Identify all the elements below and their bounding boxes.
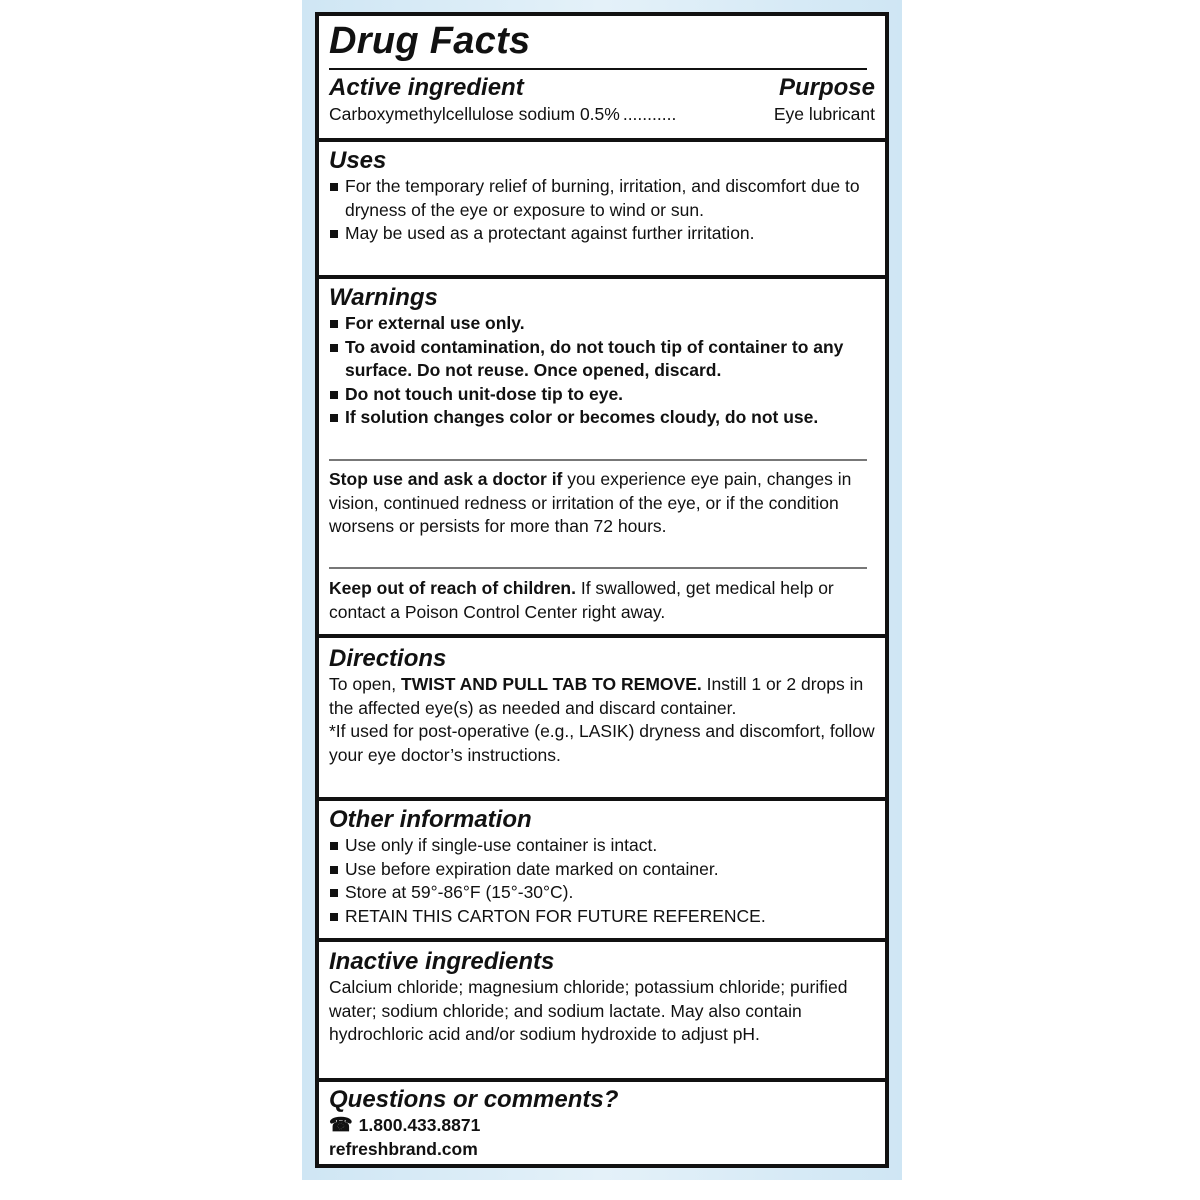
directions-open-text: Instill 1 or 2 drops in the affected eye(s) as needed and discard container.: [329, 674, 864, 718]
list-item: Do not touch unit-dose tip to eye.: [329, 383, 875, 407]
phone-row: [329, 1114, 875, 1138]
title-section: [319, 18, 885, 64]
directions-section: [319, 645, 885, 767]
questions-heading: Questions or comments?: [329, 1086, 619, 1113]
active-ingredient-section: [319, 74, 885, 127]
page-title: Drug Facts: [329, 20, 531, 62]
stop-use-paragraph: [319, 468, 885, 539]
uses-heading: Uses: [329, 147, 387, 174]
other-info-list: [329, 834, 875, 928]
list-item: Use before expiration date marked on container.: [329, 858, 875, 882]
inactive-section: [319, 948, 885, 1047]
active-ingredient-row: [329, 103, 875, 127]
list-item: For the temporary relief of burning, irritation, and discomfort due to dryness of the eye or exposure to wind or sun.: [329, 175, 875, 222]
purpose-heading: Purpose: [778, 74, 875, 101]
directions-heading: Directions: [329, 645, 447, 672]
stop-use-text: you experience eye pain, changes in vision, continued redness or irritation of the eye, or if the condition worsens or persists for more than 72 hours.: [329, 469, 852, 536]
drug-facts-label: [315, 12, 889, 1168]
list-item: To avoid contamination, do not touch tip of container to any surface. Do not reuse. Once opened, discard.: [329, 336, 875, 383]
list-item: If solution changes color or becomes cloudy, do not use.: [329, 406, 875, 430]
list-item: May be used as a protectant against further irritation.: [329, 222, 875, 246]
warnings-heading: Warnings: [329, 284, 438, 311]
divider: [329, 567, 867, 569]
inactive-text: Calcium chloride; magnesium chloride; potassium chloride; purified water; sodium chloride; and sodium lactate. May also contain hydrochloric acid and/or sodium hydroxide to adjust pH.: [329, 977, 848, 1044]
ingredient-purpose: Eye lubricant: [773, 104, 875, 124]
divider: [319, 138, 885, 142]
stop-use-lead: Stop use and ask a doctor if: [329, 469, 563, 489]
phone-number[interactable]: 1.800.433.8871: [358, 1115, 481, 1135]
questions-section: [319, 1086, 885, 1161]
directions-open-lead: To open,: [329, 674, 401, 694]
other-info-heading: Other information: [329, 806, 532, 833]
list-item: Use only if single-use container is intact.: [329, 834, 875, 858]
directions-open-bold: TWIST AND PULL TAB TO REMOVE.: [401, 674, 702, 694]
uses-section: [319, 147, 885, 246]
uses-list: [329, 175, 875, 246]
website-link[interactable]: refreshbrand.com: [329, 1138, 478, 1159]
divider: [319, 938, 885, 942]
divider: [319, 797, 885, 801]
keep-out-lead: Keep out of reach of children.: [329, 578, 576, 598]
active-ingredient-heading: Active ingredient: [329, 74, 524, 101]
divider: [329, 459, 867, 461]
dot-leader: ...........: [622, 104, 677, 124]
divider: [319, 275, 885, 279]
warnings-list: [329, 312, 875, 430]
keep-out-paragraph: [319, 577, 885, 624]
list-item: RETAIN THIS CARTON FOR FUTURE REFERENCE.: [329, 905, 875, 929]
ingredient-name: Carboxymethylcellulose sodium 0.5%: [329, 104, 620, 124]
divider: [329, 68, 867, 70]
directions-note: *If used for post-operative (e.g., LASIK) dryness and discomfort, follow your eye doctor’s instructions.: [329, 721, 875, 765]
inactive-heading: Inactive ingredients: [329, 948, 555, 975]
list-item: For external use only.: [329, 312, 875, 336]
warnings-section: [319, 284, 885, 430]
phone-icon: ☎: [329, 1115, 353, 1136]
divider: [319, 1078, 885, 1082]
list-item: Store at 59°-86°F (15°-30°C).: [329, 881, 875, 905]
active-heading-row: [329, 74, 875, 102]
keep-out-text: If swallowed, get medical help or contact a Poison Control Center right away.: [329, 578, 834, 622]
divider: [319, 634, 885, 638]
directions-text: [329, 673, 875, 720]
other-info-section: [319, 806, 885, 928]
